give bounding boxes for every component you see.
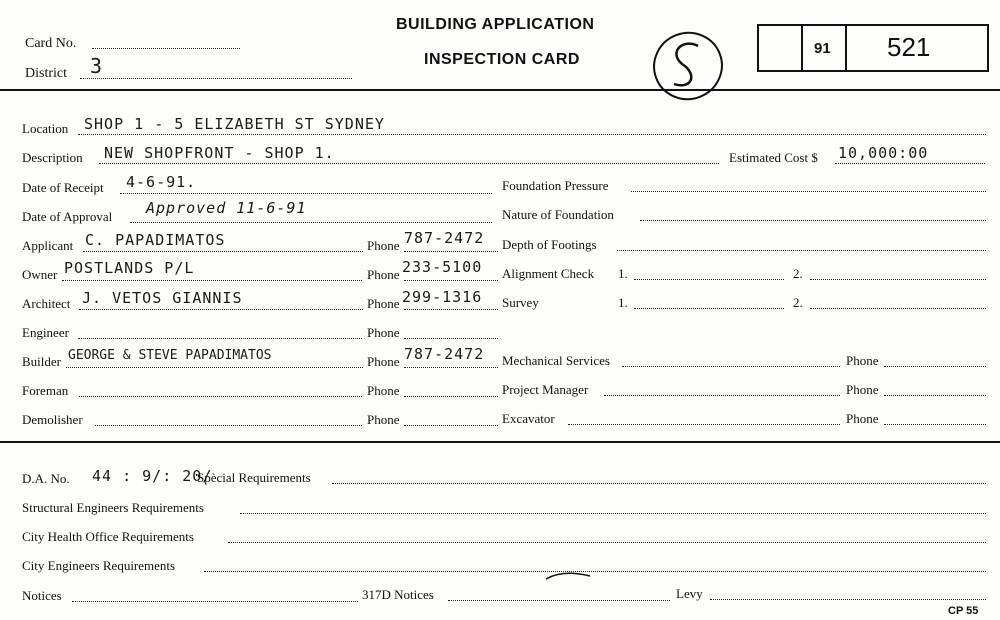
notices-317d-field[interactable] — [448, 600, 670, 601]
top-rule — [0, 89, 1000, 91]
district-label: District — [25, 66, 67, 81]
builder-phone-field[interactable] — [404, 367, 498, 368]
owner-label: Owner — [22, 267, 58, 282]
description-label: Description — [22, 150, 83, 165]
survey-2-field[interactable] — [810, 308, 986, 309]
depth-footings-label: Depth of Footings — [502, 237, 597, 252]
owner-phone-value: 233-5100 — [402, 258, 483, 276]
estimated-cost-field[interactable] — [835, 163, 985, 164]
project-manager-label: Project Manager — [502, 382, 589, 397]
card-number-box — [757, 24, 989, 72]
notices-317d-label: 317D Notices — [362, 587, 434, 602]
alignment-check-2-field[interactable] — [810, 279, 986, 280]
architect-value: J. VETOS GIANNIS — [82, 289, 243, 307]
foreman-field[interactable] — [79, 396, 362, 397]
title-line2: INSPECTION CARD — [424, 51, 580, 68]
foreman-phone-field[interactable] — [404, 396, 498, 397]
structural-label: Structural Engineers Requirements — [22, 500, 204, 515]
nature-foundation-field[interactable] — [640, 220, 986, 221]
applicant-phone-value: 787-2472 — [404, 229, 485, 247]
owner-field[interactable] — [62, 280, 362, 281]
levy-label: Levy — [676, 586, 703, 601]
estimated-cost-label: Estimated Cost $ — [729, 150, 818, 165]
engineer-phone-field[interactable] — [404, 338, 498, 339]
levy-field[interactable] — [710, 599, 986, 600]
excavator-field[interactable] — [568, 424, 840, 425]
estimated-cost-value: 10,000:00 — [838, 144, 929, 162]
applicant-phone-field[interactable] — [404, 251, 498, 252]
date-approval-label: Date of Approval — [22, 209, 113, 224]
location-value: SHOP 1 - 5 ELIZABETH ST SYDNEY — [84, 115, 385, 133]
special-requirements-field[interactable] — [332, 483, 986, 484]
foreman-label: Foreman — [22, 383, 69, 398]
applicant-label: Applicant — [22, 238, 74, 253]
foreman-phone-label: Phone — [367, 383, 400, 398]
health-label: City Health Office Requirements — [22, 529, 194, 544]
number-box: 521 — [887, 32, 931, 62]
description-value: NEW SHOPFRONT - SHOP 1. — [104, 144, 335, 162]
notices-field[interactable] — [72, 601, 358, 602]
district-value: 3 — [90, 54, 104, 78]
description-field[interactable] — [99, 163, 719, 164]
excavator-phone-label: Phone — [846, 411, 879, 426]
survey-one-label: 1. — [618, 295, 628, 310]
handwritten-stroke-icon — [544, 570, 594, 582]
mechanical-phone-field[interactable] — [884, 366, 986, 367]
survey-two-label: 2. — [793, 295, 803, 310]
city-engineers-label: City Engineers Requirements — [22, 558, 176, 573]
mechanical-phone-label: Phone — [846, 353, 879, 368]
district-field[interactable] — [80, 78, 352, 79]
date-receipt-value: 4-6-91. — [126, 173, 197, 191]
da-no-value: 44 : 9/: 20/ — [92, 467, 213, 485]
builder-value: GEORGE & STEVE PAPADIMATOS — [68, 348, 272, 363]
project-manager-phone-field[interactable] — [884, 395, 986, 396]
project-manager-phone-label: Phone — [846, 382, 879, 397]
project-manager-field[interactable] — [604, 395, 840, 396]
builder-phone-label: Phone — [367, 354, 400, 369]
nature-foundation-label: Nature of Foundation — [502, 207, 614, 222]
builder-field[interactable] — [66, 367, 363, 368]
notices-label: Notices — [22, 588, 62, 603]
alignment-one-label: 1. — [618, 266, 628, 281]
foundation-pressure-label: Foundation Pressure — [502, 178, 609, 193]
mechanical-label: Mechanical Services — [502, 353, 610, 368]
builder-phone-value: 787-2472 — [404, 345, 485, 363]
date-receipt-field[interactable] — [120, 193, 492, 194]
middle-rule — [0, 441, 1000, 443]
depth-footings-field[interactable] — [617, 250, 986, 251]
applicant-value: C. PAPADIMATOS — [85, 231, 226, 249]
demolisher-label: Demolisher — [22, 412, 83, 427]
location-label: Location — [22, 121, 69, 136]
engineer-label: Engineer — [22, 325, 69, 340]
applicant-phone-label: Phone — [367, 238, 400, 253]
alignment-two-label: 2. — [793, 266, 803, 281]
survey-label: Survey — [502, 295, 539, 310]
owner-value: POSTLANDS P/L — [64, 259, 195, 277]
special-requirements-label: Spècial Requirements — [197, 470, 311, 485]
mechanical-field[interactable] — [622, 366, 840, 367]
architect-phone-field[interactable] — [404, 309, 498, 310]
demolisher-phone-field[interactable] — [404, 425, 498, 426]
title-line1: BUILDING APPLICATION — [396, 16, 595, 33]
owner-phone-field[interactable] — [404, 280, 498, 281]
date-approval-value: Approved 11-6-91 — [146, 199, 307, 217]
owner-phone-label: Phone — [367, 267, 400, 282]
architect-field[interactable] — [79, 309, 363, 310]
form-code: CP 55 — [948, 605, 979, 617]
year-box: 91 — [814, 40, 831, 57]
circled-mark-icon — [648, 26, 728, 104]
architect-label: Architect — [22, 296, 71, 311]
architect-phone-label: Phone — [367, 296, 400, 311]
da-no-label: D.A. No. — [22, 471, 70, 486]
architect-phone-value: 299-1316 — [402, 288, 483, 306]
card-no-field[interactable] — [92, 48, 240, 49]
survey-1-field[interactable] — [634, 308, 784, 309]
excavator-label: Excavator — [502, 411, 555, 426]
builder-label: Builder — [22, 354, 61, 369]
city-engineers-field[interactable] — [204, 571, 986, 572]
date-approval-field[interactable] — [130, 222, 492, 223]
demolisher-phone-label: Phone — [367, 412, 400, 427]
foundation-pressure-field[interactable] — [631, 191, 986, 192]
location-field[interactable] — [78, 134, 986, 135]
alignment-check-1-field[interactable] — [634, 279, 784, 280]
date-receipt-label: Date of Receipt — [22, 180, 104, 195]
applicant-field[interactable] — [83, 251, 363, 252]
engineer-phone-label: Phone — [367, 325, 400, 340]
health-field[interactable] — [228, 542, 986, 543]
alignment-check-label: Alignment Check — [502, 266, 595, 281]
card-no-label: Card No. — [25, 36, 77, 51]
engineer-field[interactable] — [78, 338, 362, 339]
excavator-phone-field[interactable] — [884, 424, 986, 425]
structural-field[interactable] — [240, 513, 986, 514]
demolisher-field[interactable] — [95, 425, 362, 426]
